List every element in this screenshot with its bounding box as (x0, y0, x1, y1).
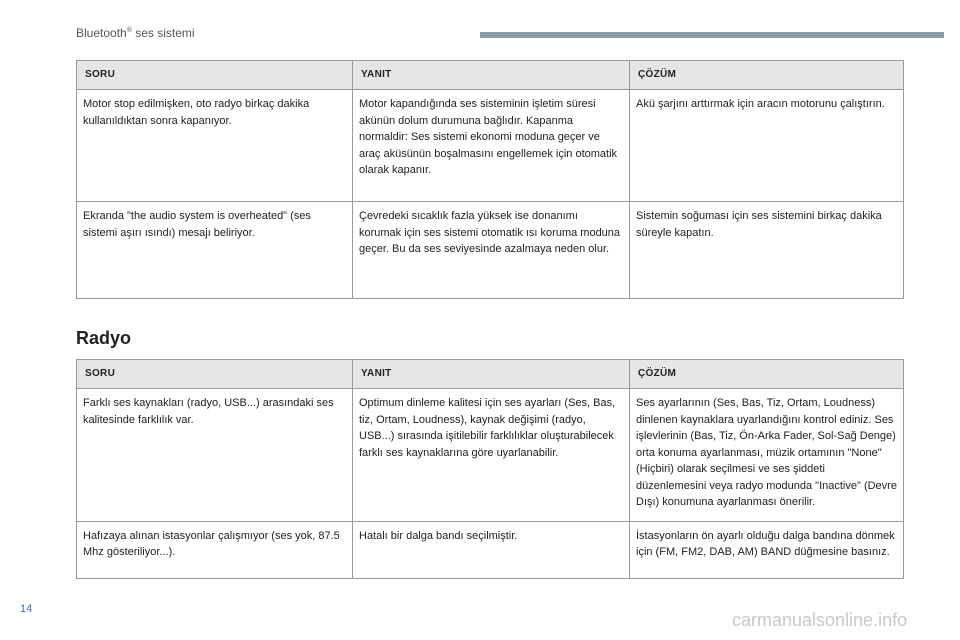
column-header-cozum: ÇÖZÜM (630, 360, 904, 389)
table-row (77, 521, 904, 578)
column-header-soru: SORU (77, 360, 353, 389)
cell-soru: Farklı ses kaynakları (radyo, USB...) arasındaki ses kalitesinde farklılık var. (77, 389, 353, 522)
section-title-radyo: Radyo (76, 328, 132, 348)
cell-cozum: İstasyonların ön ayarlı olduğu dalga bandına dönmek için (FM, FM2, DAB, AM) BAND düğmesine basınız. (630, 521, 904, 578)
watermark: carmanualsonline.info (732, 610, 908, 630)
page-header-title (76, 26, 195, 40)
header-accent-bar (480, 32, 944, 38)
cell-yanit: Optimum dinleme kalitesi için ses ayarları (Ses, Bas, tiz, Ortam, Loudness), kaynak değişimi (radyo, USB...) sırasında işitilebilir farklılıklar oluşturabilecek farklı ses kaynaklarına göre uyarlanabilir. (353, 389, 630, 522)
column-header-yanit: YANIT (353, 61, 630, 90)
cell-cozum: Ses ayarlarının (Ses, Bas, Tiz, Ortam, Loudness) dinlenen kaynaklara uyarlandığını kontrol ediniz. Ses işlevlerinin (Bas, Tiz, Ön-Arka Fader, Sol-Sağ Denge) orta konuma ayarlanması, müzik ortamının "None" (Hiçbiri) olarak seçilmesi ve ses şiddeti düzenlemesini veya radyo modunda "Inactive" (Devre Dışı) konumuna ayarlanması önerilir. (630, 389, 904, 522)
cell-yanit: Motor kapandığında ses sisteminin işletim süresi akünün dolum durumuna bağlıdır. Kapanma normaldir: Ses sistemi ekonomi moduna geçer ve araç aküsünün boşalmasını engellemek için otomatik olarak kapanır. (353, 90, 630, 202)
table-header-row (77, 360, 904, 389)
registered-mark: ® (126, 27, 132, 34)
column-header-soru: SORU (77, 61, 353, 90)
header-title-rest: ses sistemi (131, 26, 195, 40)
cell-cozum: Akü şarjını arttırmak için aracın motorunu çalıştırın. (630, 90, 904, 202)
bluetooth-faq-table (76, 60, 904, 299)
radio-faq-table (76, 359, 904, 579)
header-title-main: Bluetooth (76, 26, 127, 40)
table-row (77, 90, 904, 202)
page-number: 14 (20, 603, 33, 615)
cell-soru: Ekranda "the audio system is overheated" (ses sistemi aşırı ısındı) mesajı beliriyor. (77, 202, 353, 299)
cell-yanit: Çevredeki sıcaklık fazla yüksek ise donanımı korumak için ses sistemi otomatik ısı koruma moduna geçer. Bu da ses seviyesinde azalmaya neden olur. (353, 202, 630, 299)
cell-soru: Motor stop edilmişken, oto radyo birkaç dakika kullanıldıktan sonra kapanıyor. (77, 90, 353, 202)
column-header-yanit: YANIT (353, 360, 630, 389)
table-row (77, 202, 904, 299)
cell-cozum: Sistemin soğuması için ses sistemini birkaç dakika süreyle kapatın. (630, 202, 904, 299)
column-header-cozum: ÇÖZÜM (630, 61, 904, 90)
table-header-row (77, 61, 904, 90)
cell-yanit: Hatalı bir dalga bandı seçilmiştir. (353, 521, 630, 578)
table-row (77, 389, 904, 522)
cell-soru: Hafızaya alınan istasyonlar çalışmıyor (ses yok, 87.5 Mhz gösteriliyor...). (77, 521, 353, 578)
